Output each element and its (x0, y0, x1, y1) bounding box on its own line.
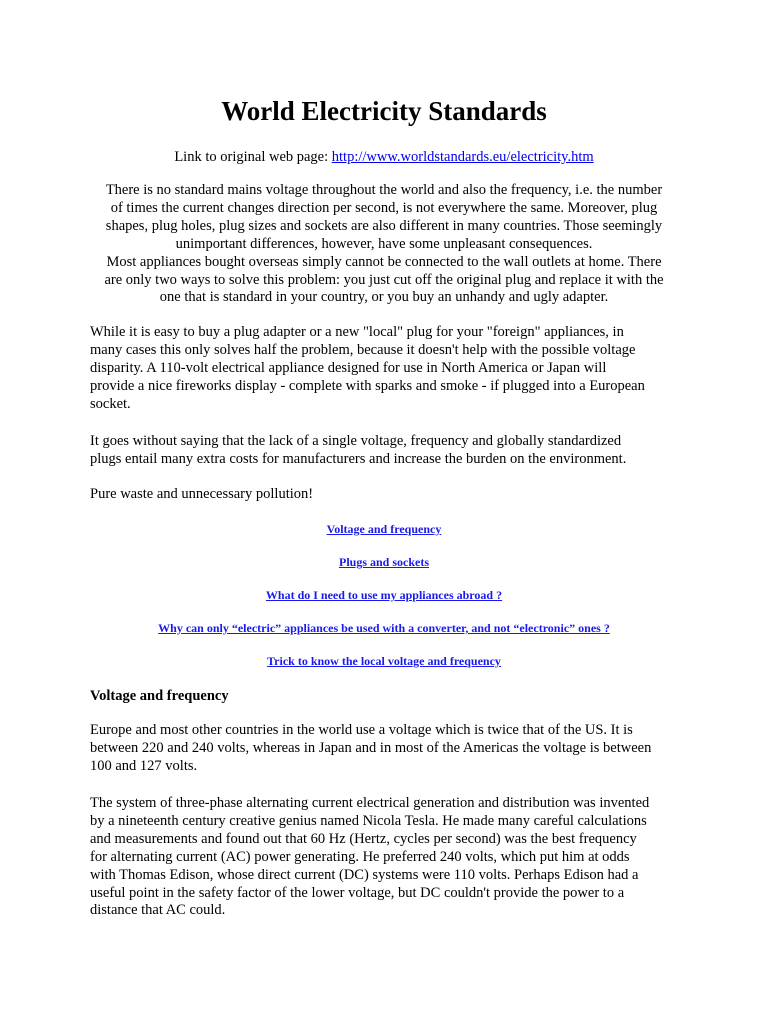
costs-paragraph (90, 433, 680, 469)
intro-line: unimportant differences, however, have some unpleasant consequences. (175, 235, 593, 252)
paragraph-line: disparity. A 110-volt electrical appliance designed for use in North America or Japan will (90, 359, 607, 376)
original-page-link[interactable]: http://www.worldstandards.eu/electricity.htm (331, 149, 594, 165)
toc-item (90, 620, 678, 636)
paragraph-line: It goes without saying that the lack of a single voltage, frequency and globally standardized (90, 433, 622, 449)
original-link-prefix: Link to original web page: (174, 149, 332, 165)
paragraph-line: Europe and most other countries in the world use a voltage which is twice that of the US. It is (90, 722, 633, 738)
paragraph-line: plugs entail many extra costs for manufacturers and increase the burden on the environment. (90, 450, 627, 467)
intro-line: Most appliances bought overseas simply cannot be connected to the wall outlets at home. There (106, 253, 662, 270)
toc-link-electric-vs-electronic[interactable]: Why can only “electric” appliances be used with a converter, and not “electronic” ones ? (158, 621, 610, 635)
toc-link-local-voltage-trick[interactable]: Trick to know the local voltage and frequency (267, 654, 501, 668)
toc-link-voltage-frequency[interactable]: Voltage and frequency (326, 522, 442, 536)
toc-item (90, 653, 678, 669)
intro-line: one that is standard in your country, or you buy an unhandy and ugly adapter. (159, 289, 609, 306)
paragraph-line: provide a nice fireworks display - complete with sparks and smoke - if plugged into a European (90, 377, 645, 394)
toc-link-appliances-abroad[interactable]: What do I need to use my appliances abroad ? (265, 588, 503, 602)
paragraph-line: with Thomas Edison, whose direct current (DC) systems were 110 volts. Perhaps Edison had a (90, 866, 639, 883)
paragraph-line: between 220 and 240 volts, whereas in Japan and in most of the Americas the voltage is between (90, 739, 652, 756)
paragraph-line: for alternating current (AC) power generating. He preferred 240 volts, which put him at odds (90, 848, 630, 865)
toc-item (90, 554, 678, 570)
paragraph-line: socket. (90, 395, 131, 412)
paragraph-line: While it is easy to buy a plug adapter or a new "local" plug for your "foreign" appliances, in (90, 324, 624, 340)
toc-item (90, 587, 678, 603)
section-heading-voltage-frequency: Voltage and frequency (90, 688, 229, 704)
intro-line: are only two ways to solve this problem: you just cut off the original plug and replace it with the (104, 271, 664, 288)
intro-line: of times the current changes direction per second, is not everywhere the same. Moreover, plug (110, 199, 658, 216)
paragraph-line: distance that AC could. (90, 902, 226, 919)
intro-line: shapes, plug holes, plug sizes and sockets are also different in many countries. Those seemingly (105, 217, 663, 234)
paragraph-line: 100 and 127 volts. (90, 757, 198, 774)
paragraph-line: by a nineteenth century creative genius named Nicola Tesla. He made many careful calculations (90, 812, 647, 829)
europe-paragraph (90, 722, 680, 776)
original-link-line (90, 148, 678, 166)
paragraph-line: and measurements and found out that 60 Hz (Hertz, cycles per second) was the best frequency (90, 830, 637, 847)
paragraph-line: many cases this only solves half the problem, because it doesn't help with the possible voltage (90, 341, 636, 358)
toc-link-plugs-sockets[interactable]: Plugs and sockets (338, 555, 430, 569)
tesla-paragraph (90, 795, 680, 920)
page-title: World Electricity Standards (221, 96, 547, 126)
toc-item (90, 521, 678, 537)
intro-paragraph (86, 182, 682, 307)
waste-paragraph: Pure waste and unnecessary pollution! (90, 486, 314, 502)
adapter-paragraph (90, 324, 680, 414)
paragraph-line: useful point in the safety factor of the lower voltage, but DC couldn't provide the power to a (90, 884, 625, 901)
intro-line: There is no standard mains voltage throughout the world and also the frequency, i.e. the number (105, 182, 663, 198)
paragraph-line: The system of three-phase alternating current electrical generation and distribution was invented (90, 795, 650, 811)
